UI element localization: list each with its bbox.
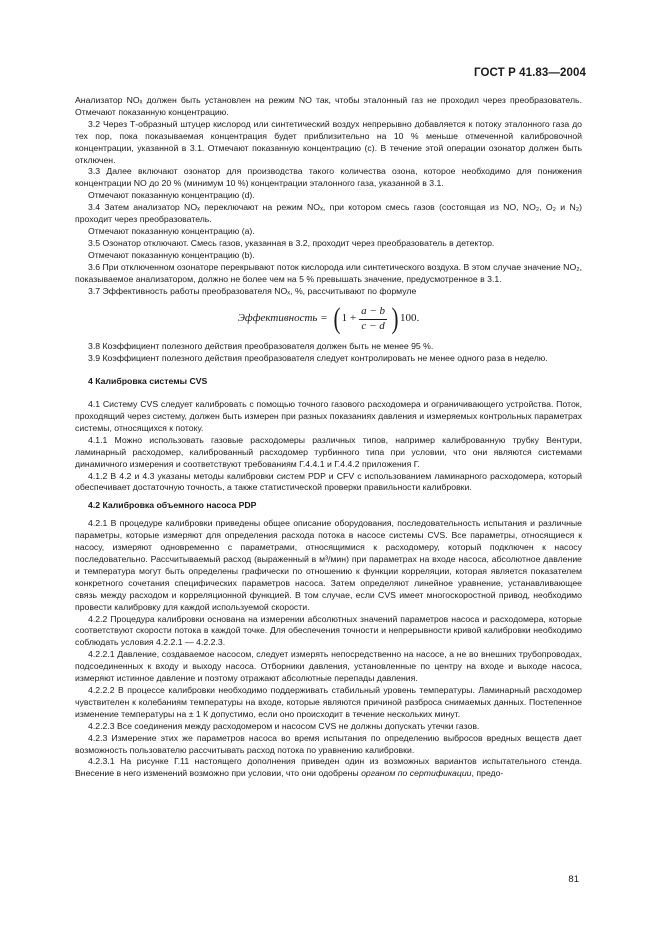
formula-numerator: a − b (359, 306, 387, 320)
paragraph-3-5: 3.5 Озонатор отключают. Смесь газов, указанная в 3.2, проходит через преобразователь в детектор. (88, 237, 495, 248)
formula-open-paren: ( (333, 302, 341, 336)
document-body (75, 95, 582, 780)
formula-one: 1 + (341, 312, 357, 325)
paragraph-4-2-2-1: 4.2.2.1 Давление, создаваемое насосом, следует измерять непосредственно на насосе, а не во внешних трубопроводах, подсоединенных к входу и выходу насоса. Отборники давления, установленные по центру на входе и выходе насоса, измеряют истинное давление и поэтому отражают абсолютные перепады давления. (75, 649, 582, 684)
paragraph-4-2-1: 4.2.1 В процедуре калибровки приведены общее описание оборудования, последовательность испытания и различные параметры, которые измеряют для определения расхода потока в насосе системы CVS. Все параметры, относящиеся к насосу, измеряют одновременно с параметрами, относящимися к расходомеру, который подключен к насосу последовательно. Рассчитываемый расход (выраженный в м³/мин) при параметрах на входе насоса, абсолютное давление и температура могут быть определены графически по отношению к функции корреляции, которая является показателем конкретного сочетания специфических параметров насоса. Затем определяют линейное уравнение, устанавливающее связь между расходом и корреляционной функцией. В том случае, если CVS имеет многоскоростной привод, необходимо провести калибровку для каждой используемой скорости. (75, 518, 582, 612)
paragraph-4-2-3: 4.2.3 Измерение этих же параметров насоса во время испытания по определению выбросов вредных веществ дает возможность пользователю рассчитывать расход потока по уравнению калибровки. (75, 732, 582, 755)
paragraph-4-2-2-2: 4.2.2.2 В процессе калибровки необходимо поддерживать стабильный уровень температуры. Ламинарный расходомер чувствителен к колебаниям температуры на входе, которые являются причиной разброса снимаемых данных. Постепенное изменение температуры на ± 1 К допустимо, если оно происходит в течение нескольких минут. (75, 684, 582, 719)
paragraph-4-2-2-3: 4.2.2.3 Все соединения между расходомером и насосом CVS не должны допускать утечки газов. (88, 720, 480, 731)
paragraph-3-4: 3.4 Затем анализатор NOₓ переключают на режим NOₓ, при котором смесь газов (состоящая из NO, NO₂, O₂ и N₂) проходит через преобразователь. (75, 202, 582, 225)
paragraph-intro: Анализатор NOₓ должен быть установлен на режим NO так, чтобы эталонный газ не проходил через преобразователь. Отмечают показанную концентрацию. (75, 95, 582, 117)
paragraph-3-8: 3.8 Коэффициент полезного действия преобразователя должен быть не менее 95 %. (88, 341, 434, 352)
paragraph-3-3: 3.3 Далее включают озонатор для производства такого количества озона, которое необходимо для понижения концентрации NO до 20 % (минимум 10 %) концентрации эталонного газа, указанной в 3.1. (75, 166, 582, 189)
paragraph-4-2-3-1-end: , предо- (471, 768, 504, 779)
paragraph-3-5-note: Отмечают показанную концентрацию (b). (88, 249, 255, 260)
efficiency-formula (75, 297, 582, 341)
page-number: 81 (568, 874, 579, 885)
formula-lhs: Эффективность = (237, 312, 328, 325)
document-header: ГОСТ Р 41.83—2004 (474, 67, 586, 79)
paragraph-4-2-3-1 (75, 756, 582, 780)
paragraph-4-1-1: 4.1.1 Можно использовать газовые расходомеры различных типов, например калиброванную трубку Вентури, ламинарный расходомер, калиброванный расходомер турбинного типа при условии, что они являются системами динамичного измерения и соответствуют требованиям Г.4.4.1 и Г.4.4.2 приложения Г. (75, 434, 582, 469)
paragraph-4-1-2: 4.1.2 В 4.2 и 4.3 указаны методы калибровки систем PDP и CFV с использованием ламинарного расходомера, который обеспечивает достаточную точность, а также статистической проверки правильности калибровки. (75, 470, 582, 493)
paragraph-3-7: 3.7 Эффективность работы преобразователя NOₓ, %, рассчитывают по формуле (88, 285, 417, 296)
paragraph-3-9: 3.9 Коэффициент полезного действия преобразователя следует контролировать не менее одного раза в неделю. (88, 353, 548, 364)
paragraph-3-2: 3.2 Через Т-образный штуцер кислород или синтетический воздух непрерывно добавляется к потоку эталонного газа до тех пор, пока показываемая концентрация будет приблизительно на 10 % меньше отмеченной калибровочной концентрации, указанной в 3.1. Отмечают показанную концентрацию (c). В течение этой операции озонатор должен быть отключен. (75, 118, 582, 165)
paragraph-4-2-2: 4.2.2 Процедура калибровки основана на измерении абсолютных значений параметров насоса и расходомера, которые соответствуют скорости потока в каждой точке. Для обеспечения точности и непрерывности кривой калибровки необходимо соблюдать условия 4.2.2.1 — 4.2.2.3. (75, 613, 582, 648)
formula-denominator: c − d (361, 319, 385, 332)
formula-close-paren: ) (391, 302, 399, 336)
paragraph-4-1: 4.1 Систему CVS следует калибровать с помощью точного газового расходомера и ограничивающего устройства. Поток, проходящий через систему, должен быть измерен при разных показаниях давления и измеряемых контрольных параметрах системы, относящихся к потоку. (75, 399, 582, 433)
paragraph-3-6: 3.6 При отключенном озонаторе перекрывают поток кислорода или синтетического воздуха. В этом случае значение NO₂, показываемое анализатором, должно не более чем на 5 % превышать значение, предусмотренное в 3.1. (75, 261, 582, 284)
paragraph-4-2-3-1-emphasis: органом по сертификации (361, 768, 472, 779)
paragraph-3-4-note: Отмечают показанную концентрацию (a). (88, 225, 255, 236)
formula-fraction (359, 306, 387, 333)
paragraph-3-3-note: Отмечают показанную концентрацию (d). (88, 190, 255, 201)
section-heading-4-2: 4.2 Калибровка объемного насоса PDP (88, 500, 257, 511)
section-heading-4: 4 Калибровка системы CVS (88, 376, 208, 387)
formula-tail: 100. (400, 312, 420, 325)
paragraph-4-2-3-1-start: 4.2.3.1 На рисунке Г.11 настоящего дополнения приведен один из возможных вариантов испытательного стенда. Внесение в него изменений возможно при условии, что они одобрены (75, 756, 582, 779)
